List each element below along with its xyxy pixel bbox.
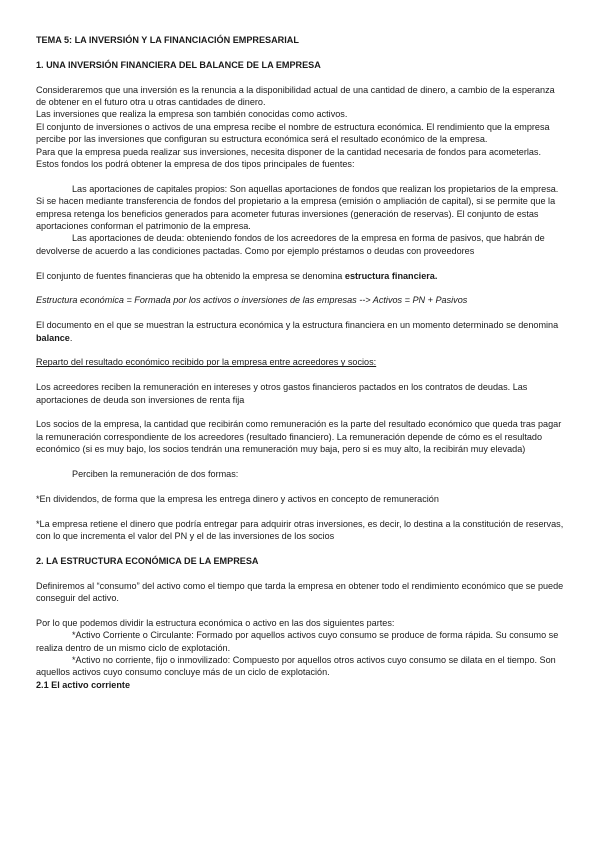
- bullet-item: *La empresa retiene el dinero que podría entregar para adquirir otras inversiones, es decir, lo destina a la constitución de reservas, con lo que incrementa el valor del PN y el de las inversiones de los socios: [36, 518, 564, 542]
- bold-term: estructura financiera.: [344, 270, 438, 281]
- underlined-subheading: Reparto del resultado económico recibido por la empresa entre acreedores y socios:: [36, 357, 377, 368]
- paragraph-capitales-propios: Las aportaciones de capitales propios: Son aquellas aportaciones de fondos que realizan los propietarios de la empresa. Si se hacen mediante transferencia de fondos del propietario a la empresa (emisión o ampliación de capital), si se permite que la empresa retenga los beneficios generados para acometer futuras inversiones (generación de reservas). El conjunto de estas aportaciones conforman el patrimonio de la empresa.: [36, 183, 559, 232]
- paragraph: Consideraremos que una inversión es la renuncia a la disponibilidad actual de una cantidad de dinero, a cambio de la esperanza de obtener en el futuro otra u otras cantidades de dinero.: [36, 84, 555, 107]
- bullet-item: *Activo Corriente o Circulante: Formado por aquellos activos cuyo consumo se produce de forma rápida. Su consumo se realiza dentro de un mismo ciclo de explotación.: [36, 630, 559, 653]
- bullet-item: *En dividendos, de forma que la empresa les entrega dinero y activos en concepto de remuneración: [36, 493, 439, 504]
- paragraph-balance: [36, 319, 564, 344]
- paragraph: Las inversiones que realiza la empresa son también conocidas como activos.: [36, 109, 348, 120]
- text: El documento en el que se muestran la estructura económica y la estructura financiera en un momento determinado se denomina: [36, 320, 559, 331]
- paragraph: Para que la empresa pueda realizar sus inversiones, necesita disponer de la cantidad necesaria de fondos para acometerlas. Estos fondos los podrá obtener la empresa de dos tipos principales de fuentes:: [36, 146, 542, 170]
- paragraph: Definiremos al “consumo” del activo como el tiempo que tarda la empresa en obtener todo el rendimiento económico que se puede conseguir del activo.: [36, 580, 564, 604]
- section-heading-1: 1. UNA INVERSIÓN FINANCIERA DEL BALANCE DE LA EMPRESA: [36, 59, 321, 70]
- bold-term: balance: [36, 332, 70, 343]
- paragraph: Por lo que podemos dividir la estructura económica o activo en las dos siguientes partes:: [36, 617, 395, 628]
- section-heading-2-1: 2.1 El activo corriente: [36, 679, 131, 690]
- paragraph-aportaciones-deuda: Las aportaciones de deuda: obteniendo fondos de los acreedores de la empresa en forma de pasivos, que habrán de devolverse de acuerdo a las condiciones pactadas. Como por ejemplo préstamos o deudas con proveedores: [36, 233, 545, 256]
- text: El conjunto de fuentes financieras que ha obtenido la empresa se denomina: [36, 270, 345, 281]
- section-heading-2: 2. LA ESTRUCTURA ECONÓMICA DE LA EMPRESA: [36, 555, 259, 566]
- paragraph: El conjunto de inversiones o activos de una empresa recibe el nombre de estructura económica. El rendimiento que la empresa percibe por las inversiones que configuran su estructura económica será el resultado económico de la empresa.: [36, 121, 550, 145]
- paragraph: Los acreedores reciben la remuneración en intereses y otros gastos financieros pactados en los contratos de deudas. Las aportaciones de deuda son inversiones de renta fija: [36, 382, 528, 405]
- bullet-item: *Activo no corriente, fijo o inmovilizado: Compuesto por aquellos otros activos cuyo consumo se dilata en el tiempo. Son aquellos activos cuyo consumo concluye más de un ciclo de explotación.: [36, 655, 556, 678]
- document-page: [36, 34, 564, 691]
- paragraph: Los socios de la empresa, la cantidad que recibirán como remuneración es la parte del resultado económico que queda tras pagar la remuneración correspondiente de los acreedores (resultado financiero). La remuneración depende de cómo es el resultado económico (si es muy bajo, los socios tendrán una remuneración muy baja, pero si es muy alto, la recibirán muy elevada): [36, 419, 562, 455]
- paragraph-estructura-financiera: [36, 270, 564, 282]
- document-title: TEMA 5: LA INVERSIÓN Y LA FINANCIACIÓN EMPRESARIAL: [36, 35, 299, 45]
- text: .: [69, 332, 73, 343]
- paragraph: Perciben la remuneración de dos formas:: [72, 469, 239, 480]
- formula-line: Estructura económica = Formada por los activos o inversiones de las empresas --> Activos = PN + Pasivos: [36, 295, 468, 306]
